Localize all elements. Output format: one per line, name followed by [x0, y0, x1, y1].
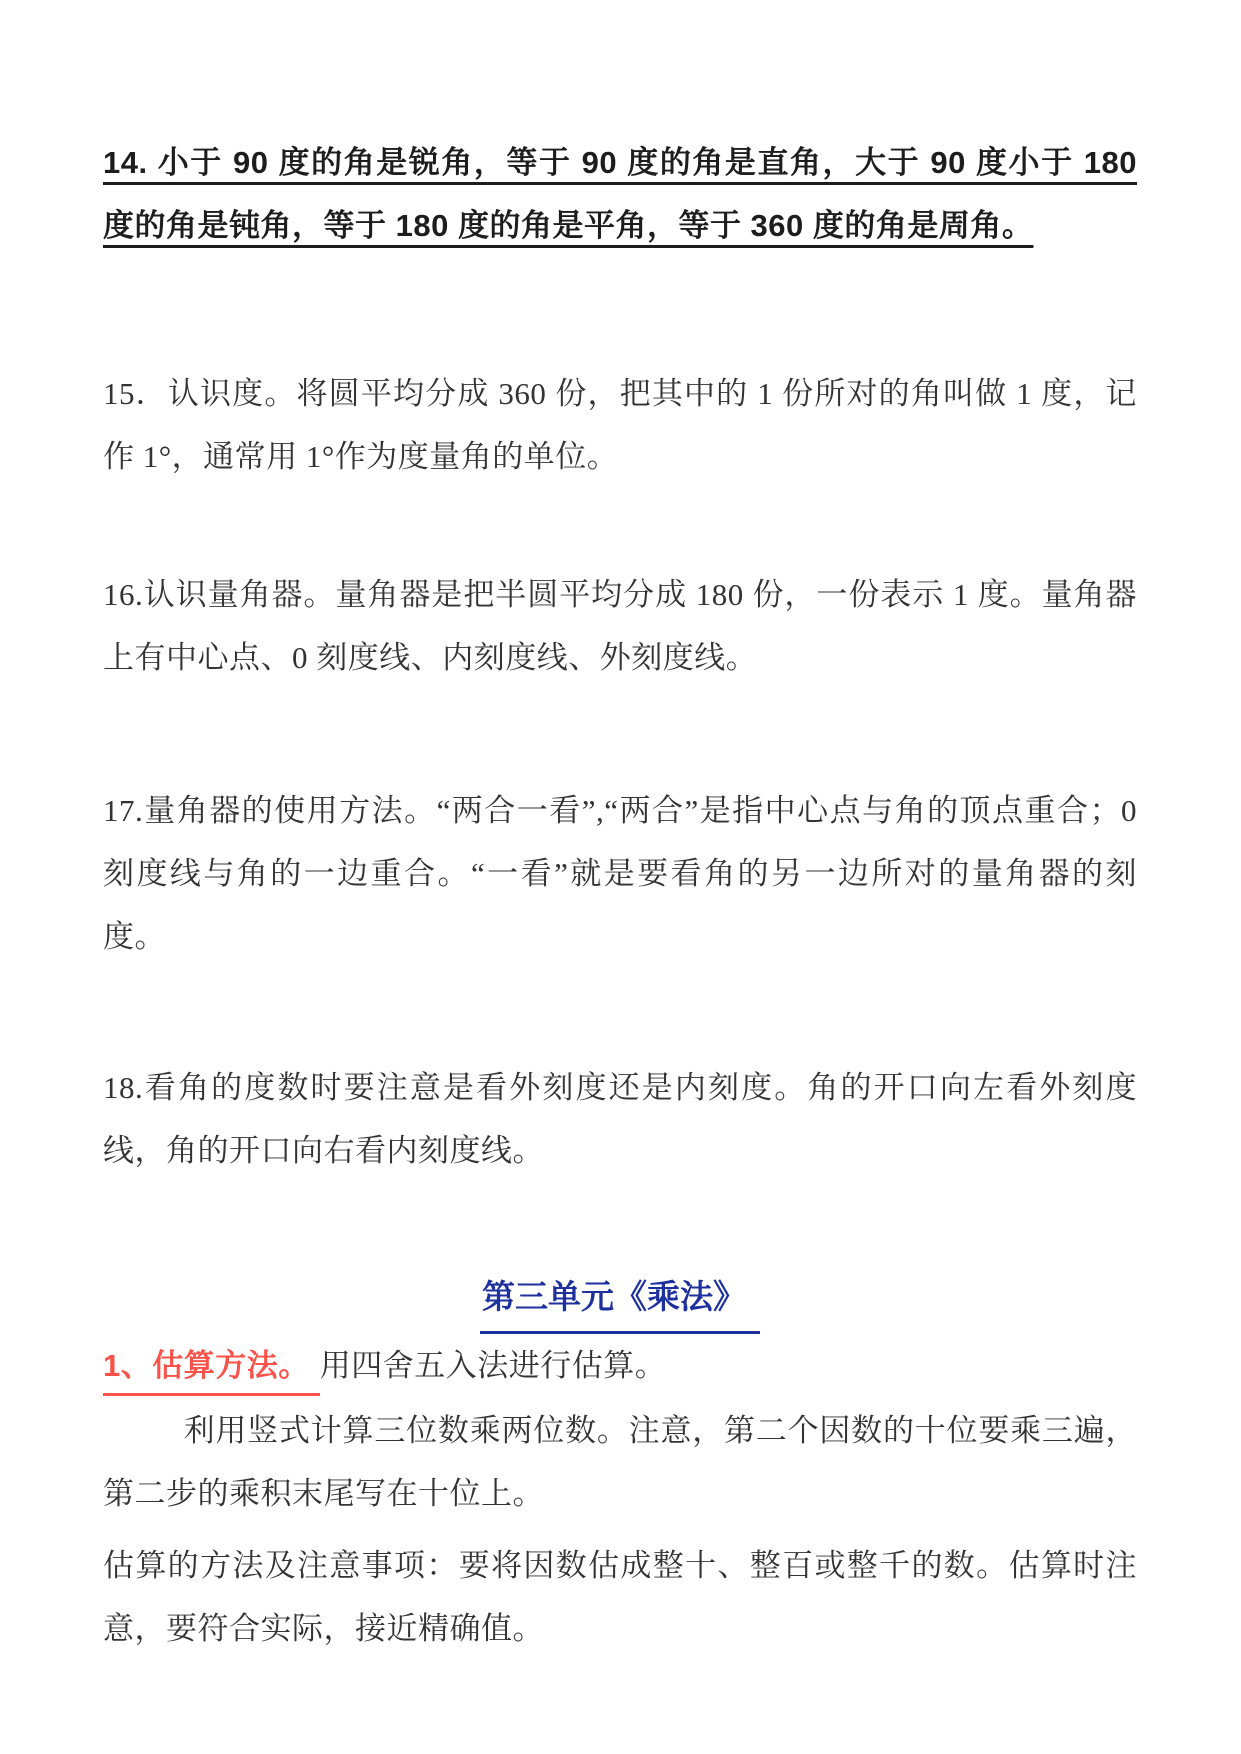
section-heading-text: 第三单元《乘法》 [480, 1267, 760, 1334]
point-1-estimation-method [103, 1334, 1137, 1397]
point-1-label: 1、估算方法。 [103, 1340, 320, 1396]
note-item-14: 14. 小于 90 度的角是锐角，等于 90 度的角是直角，大于 90 度小于 180 度的角是钝角，等于 180 度的角是平角，等于 360 度的角是周角。 [103, 145, 1137, 243]
section-heading-unit3-multiplication [103, 1267, 1137, 1334]
para-estimation-notes: 估算的方法及注意事项：要将因数估成整十、整百或整千的数。估算时注意，要符合实际，接近精确值。 [103, 1548, 1137, 1646]
note-item-16: 16.认识量角器。量角器是把半圆平均分成 180 份，一份表示 1 度。量角器上有中心点、0 刻度线、内刻度线、外刻度线。 [103, 577, 1137, 675]
para-vertical-calculation-method: 利用竖式计算三位数乘两位数。注意，第二个因数的十位要乘三遍，第二步的乘积末尾写在十位上。 [103, 1413, 1137, 1511]
note-item-15: 15．认识度。将圆平均分成 360 份，把其中的 1 份所对的角叫做 1 度，记作 1°，通常用 1°作为度量角的单位。 [103, 376, 1137, 474]
point-1-text: 用四舍五入法进行估算。 [319, 1348, 667, 1383]
note-item-17: 17.量角器的使用方法。“两合一看”,“两合”是指中心点与角的顶点重合；0 刻度线与角的一边重合。“一看”就是要看角的另一边所对的量角器的刻度。 [103, 793, 1137, 954]
note-item-18: 18.看角的度数时要注意是看外刻度还是内刻度。角的开口向左看外刻度线，角的开口向右看内刻度线。 [103, 1070, 1137, 1168]
